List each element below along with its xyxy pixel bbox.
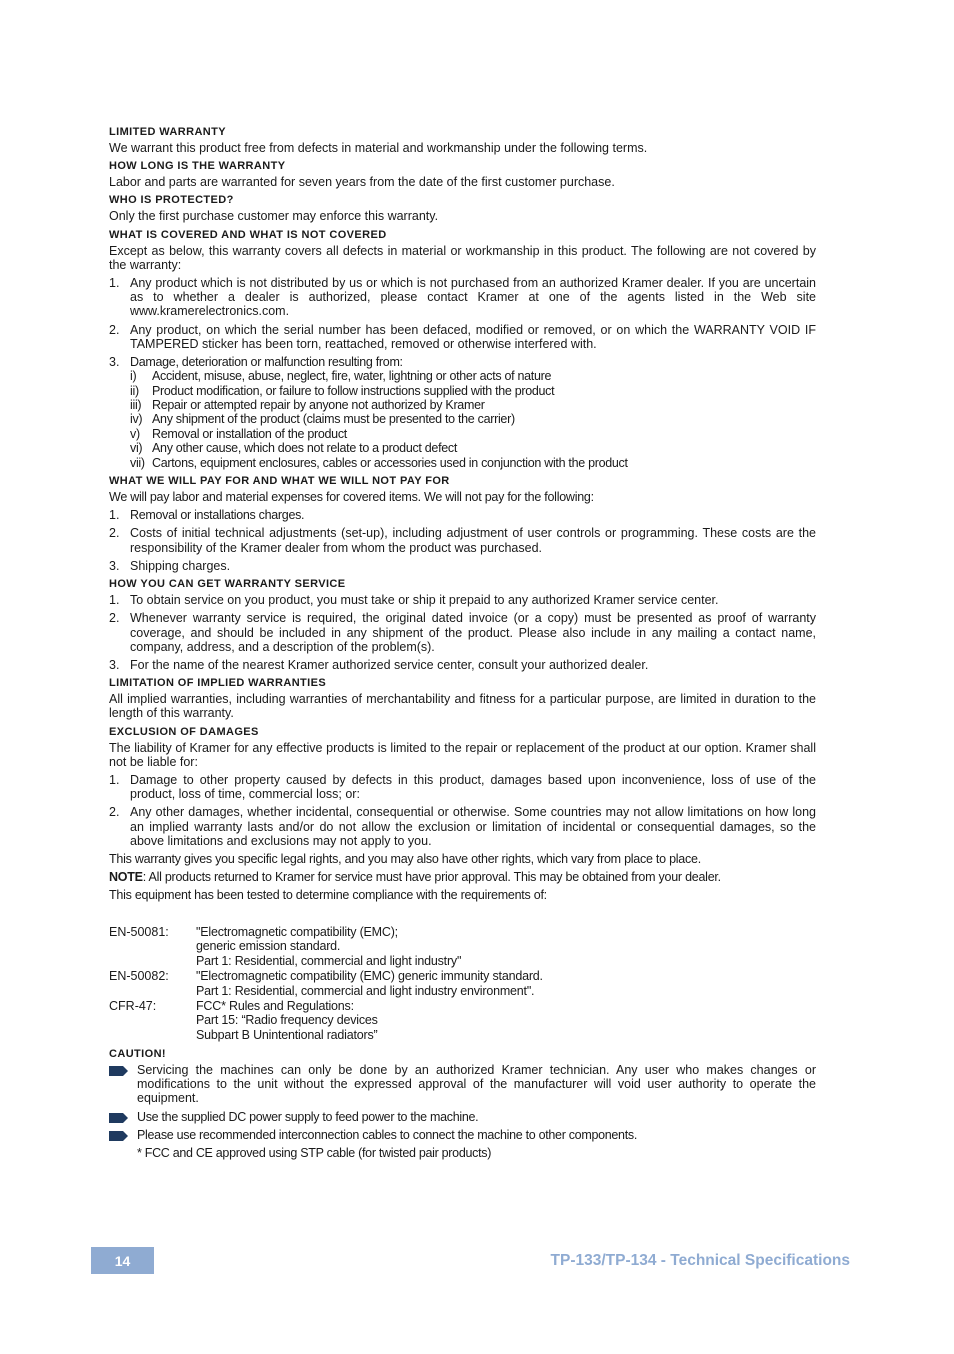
heading-covered: WHAT IS COVERED AND WHAT IS NOT COVERED bbox=[109, 228, 387, 241]
note-text: NOTE: All products returned to Kramer for service must have prior approval. This may be obtained from your dealer. bbox=[109, 870, 721, 885]
list-item: 2. Whenever warranty service is required, the original dated invoice (or a copy) must be presented as proof of warranty coverage, and should be included in any shipment of the product. Please also include in any mailing a contact name, company, address, and a description of the problem(s). bbox=[109, 611, 816, 654]
warranty-content bbox=[109, 125, 816, 1160]
sublist-item: iv) Any shipment of the product (claims must be presented to the carrier) bbox=[130, 412, 515, 427]
footer-title: TP-133/TP-134 - Technical Specifications bbox=[550, 1252, 850, 1269]
heading-service: HOW YOU CAN GET WARRANTY SERVICE bbox=[109, 578, 346, 591]
tested-text: This equipment has been tested to determine compliance with the requirements of: bbox=[109, 888, 547, 903]
list-item: 1. Any product which is not distributed by us or which is not purchased from an authorized Kramer dealer. If you are uncertain as to whether a dealer is authorized, please contact Kramer at one of the agents listed in the Web site www.kramerelectronics.com. bbox=[109, 276, 816, 319]
how-long-text: Labor and parts are warranted for seven years from the date of the first customer purchase. bbox=[109, 175, 615, 190]
note-label: NOTE bbox=[109, 870, 143, 885]
heading-pay: WHAT WE WILL PAY FOR AND WHAT WE WILL NOT PAY FOR bbox=[109, 475, 450, 488]
service-list bbox=[109, 593, 816, 672]
heading-caution: CAUTION! bbox=[109, 1047, 166, 1060]
rights-text: This warranty gives you specific legal rights, and you may also have other rights, which vary from place to place. bbox=[109, 851, 701, 866]
sublist-item: vii) Cartons, equipment enclosures, cables or accessories used in conjunction with the product bbox=[130, 455, 628, 470]
caution-item: Servicing the machines can only be done by an authorized Kramer technician. Any user who makes changes or modifications to the unit without the expressed approval of the manufacturer will void user authority to operate the equipment. bbox=[109, 1063, 816, 1106]
sublist-item: v) Removal or installation of the product bbox=[130, 426, 347, 441]
arrow-bullet-icon bbox=[109, 1063, 137, 1106]
caution-item: Please use recommended interconnection cables to connect the machine to other components. bbox=[109, 1128, 816, 1142]
list-item: 3. Shipping charges. bbox=[109, 558, 231, 573]
covered-text: Except as below, this warranty covers all defects in material or workmanship in this product. The following are not covered by the warranty: bbox=[109, 243, 816, 272]
exclusion-text: The liability of Kramer for any effective products is limited to the repair or replacement of the product at our option. Kramer shall not be liable for: bbox=[109, 740, 816, 769]
page-number: 14 bbox=[91, 1247, 154, 1274]
caution-item: Use the supplied DC power supply to feed power to the machine. bbox=[109, 1110, 816, 1124]
exclusion-list bbox=[109, 773, 816, 848]
limited-warranty-text: We warrant this product free from defects in material and workmanship under the following terms. bbox=[109, 141, 648, 155]
heading-who-protected: WHO IS PROTECTED? bbox=[109, 194, 234, 207]
pay-text: We will pay labor and material expenses for covered items. We will not pay for the following: bbox=[109, 490, 594, 505]
sublist-item: vi) Any other cause, which does not relate to a product defect bbox=[130, 441, 458, 456]
sublist-item: i) Accident, misuse, abuse, neglect, fire, water, lightning or other acts of nature bbox=[130, 369, 552, 384]
who-protected-text: Only the first purchase customer may enforce this warranty. bbox=[109, 209, 439, 224]
arrow-bullet-icon bbox=[109, 1128, 137, 1142]
pay-list bbox=[109, 508, 816, 573]
standard-row: EN-50082: "Electromagnetic compatibility (EMC) generic immunity standard. Part 1: Residential, commercial and light industry environment". bbox=[109, 968, 543, 998]
heading-limited-warranty: LIMITED WARRANTY bbox=[109, 126, 227, 138]
damage-sublist bbox=[109, 369, 816, 470]
list-item: 1. Damage to other property caused by defects in this product, damages based upon inconvenience, loss of use of the product, loss of time, commercial loss; or: bbox=[109, 772, 816, 802]
standards-list bbox=[109, 925, 816, 1043]
list-item: 3. For the name of the nearest Kramer authorized service center, consult your authorized dealer. bbox=[109, 657, 649, 672]
list-item: 1. To obtain service on you product, you must take or ship it prepaid to any authorized Kramer service center. bbox=[109, 593, 719, 608]
list-item: 3. Damage, deterioration or malfunction resulting from: bbox=[109, 355, 403, 370]
heading-how-long: HOW LONG IS THE WARRANTY bbox=[109, 160, 286, 173]
list-item: 2. Any other damages, whether incidental, consequential or otherwise. Some countries may not allow limitations on how long an implied warranty lasts and/or do not allow the exclusion or limitation of incidental or consequential damages, so the above limitations and exclusions may not apply to you. bbox=[109, 805, 816, 848]
heading-limitation: LIMITATION OF IMPLIED WARRANTIES bbox=[109, 677, 327, 690]
list-item: 1. Removal or installations charges. bbox=[109, 508, 305, 523]
sublist-item: iii) Repair or attempted repair by anyone not authorized by Kramer bbox=[130, 398, 485, 413]
list-item: 2. Costs of initial technical adjustments (set-up), including adjustment of user controls or programming. These costs are the responsibility of the Kramer dealer from whom the product was purchased. bbox=[109, 526, 816, 555]
standard-row: EN-50081: "Electromagnetic compatibility (EMC); generic emission standard. Part 1: Residential, commercial and light industry" bbox=[109, 924, 462, 969]
fcc-footnote: * FCC and CE approved using STP cable (for twisted pair products) bbox=[137, 1145, 492, 1160]
heading-exclusion: EXCLUSION OF DAMAGES bbox=[109, 725, 259, 738]
covered-list bbox=[109, 276, 816, 470]
list-item: 2. Any product, on which the serial number has been defaced, modified or removed, or on which the WARRANTY VOID IF TAMPERED sticker has been torn, reattached, removed or otherwise interfered with. bbox=[109, 322, 816, 351]
arrow-bullet-icon bbox=[109, 1110, 137, 1124]
limitation-text: All implied warranties, including warranties of merchantability and fitness for a particular purpose, are limited in duration to the length of this warranty. bbox=[109, 692, 816, 721]
sublist-item: ii) Product modification, or failure to follow instructions supplied with the product bbox=[130, 383, 555, 398]
standard-row: CFR-47: FCC* Rules and Regulations: Part 15: “Radio frequency devices Subpart B Unintentional radiators” bbox=[109, 998, 378, 1043]
